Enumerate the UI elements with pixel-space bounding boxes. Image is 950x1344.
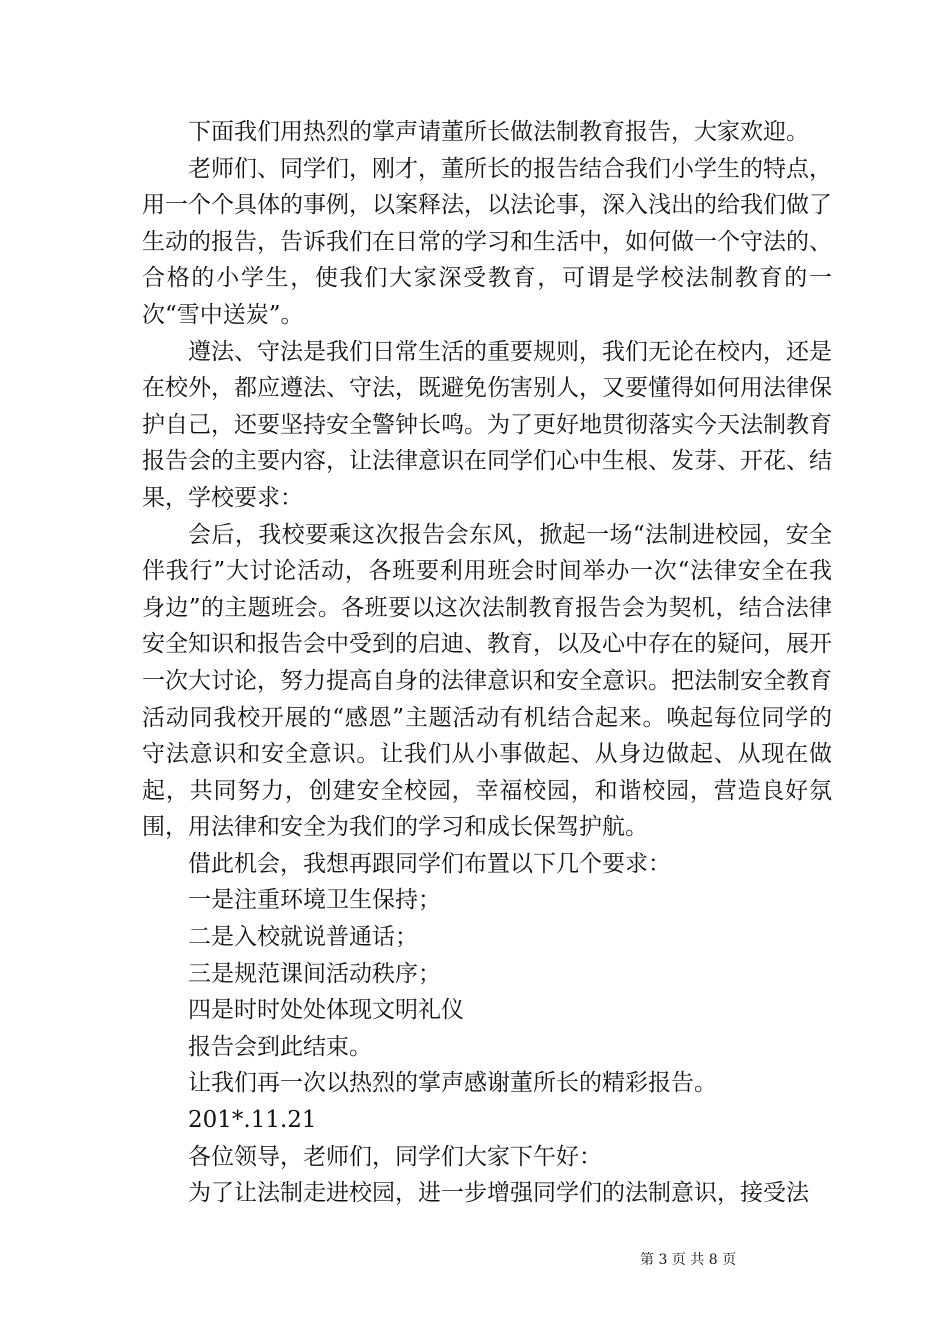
paragraph-5: 借此机会，我想再跟同学们布置以下几个要求： <box>188 850 671 877</box>
document-body <box>142 114 832 1212</box>
requirement-1: 一是注重环境卫生保持； <box>188 887 441 914</box>
requirement-3: 三是规范课间活动秩序； <box>188 960 441 987</box>
paragraph-3: 遵法、守法是我们日常生活的重要规则，我们无论在校内，还是在校外，都应遵法、守法，既避免伤害别人，又要懂得如何用法律保护自己，还要坚持安全警钟长鸣。为了更好地贯彻落实今天法制教育报告会的主要内容，让法律意识在同学们心中生根、发芽、开花、结果，学校要求： <box>142 338 832 511</box>
requirement-4: 四是时时处处体现文明礼仪 <box>188 997 464 1024</box>
date-line: 201*.11.21 <box>188 1107 317 1134</box>
paragraph-1: 下面我们用热烈的掌声请董所长做法制教育报告，大家欢迎。 <box>188 119 809 145</box>
page-number-footer: 第 3 页 共 8 页 <box>640 1252 737 1268</box>
paragraph-last: 为了让法制走进校园，进一步增强同学们的法制意识，接受法 <box>188 1180 809 1207</box>
closing-line: 报告会到此结束。 <box>188 1033 372 1060</box>
greeting-line: 各位领导，老师们，同学们大家下午好： <box>188 1143 602 1170</box>
thanks-line: 让我们再一次以热烈的掌声感谢董所长的精彩报告。 <box>188 1070 717 1097</box>
paragraph-2: 老师们、同学们，刚才，董所长的报告结合我们小学生的特点，用一个个具体的事例，以案释法，以法论事，深入浅出的给我们做了生动的报告，告诉我们在日常的学习和生活中，如何做一个守法的、合格的小学生，使我们大家深受教育，可谓是学校法制教育的一次“雪中送炭”。 <box>142 155 832 328</box>
requirement-2: 二是入校就说普通话； <box>188 924 418 951</box>
paragraph-4: 会后，我校要乘这次报告会东风，掀起一场“法制进校园，安全伴我行”大讨论活动，各班要利用班会时间举办一次“法律安全在我身边”的主题班会。各班要以这次法制教育报告会为契机，结合法律安全知识和报告会中受到的启迪、教育，以及心中存在的疑问，展开一次大讨论，努力提高自身的法律意识和安全意识。把法制安全教育活动同我校开展的“感恩”主题活动有机结合起来。唤起每位同学的守法意识和安全意识。让我们从小事做起、从身边做起、从现在做起，共同努力，创建安全校园，幸福校园，和谐校园，营造良好氛围，用法律和安全为我们的学习和成长保驾护航。 <box>142 521 832 841</box>
